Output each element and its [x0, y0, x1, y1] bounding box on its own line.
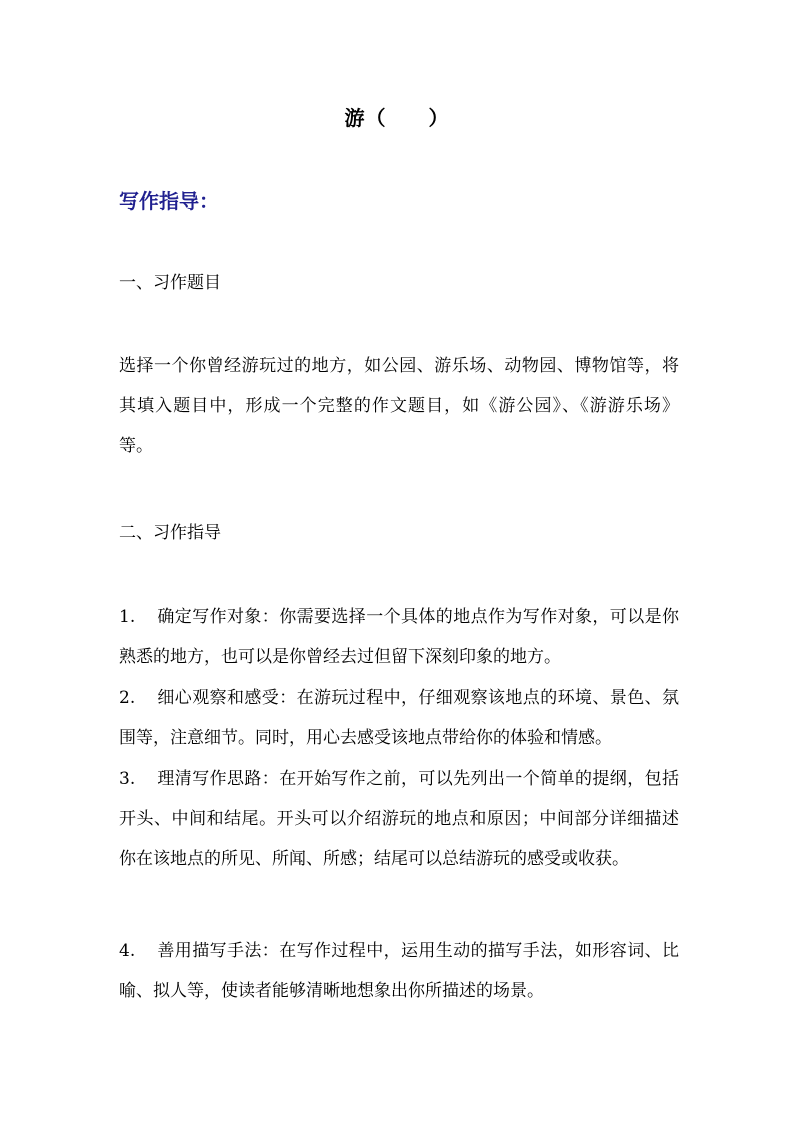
guide-item-lead: 善用描写手法： [157, 941, 280, 961]
guide-item-text: 在开始写作之前，可以先列出一个简单的提纲，包括开头、中间和结尾。开头可以介绍游玩的地点和原因；中间部分详细描述你在该地点的所见、所闻、所感；结尾可以总结游玩的感受或收获。 [119, 769, 680, 869]
guide-item-3 [119, 759, 679, 879]
writing-guide-heading: 写作指导： [119, 189, 219, 213]
guide-item-number: 1. [119, 607, 136, 627]
guide-item-text: 你需要选择一个具体的地点作为写作对象，可以是你熟悉的地方，也可以是你曾经去过但留下深刻印象的地方。 [119, 607, 680, 667]
guide-item-text: 在游玩过程中，仔细观察该地点的环境、景色、氛围等，注意细节。同时，用心去感受该地点带给你的体验和情感。 [119, 688, 680, 748]
guide-item-1 [119, 597, 679, 677]
guide-item-lead: 细心观察和感受： [157, 688, 297, 708]
guide-item-lead: 确定写作对象： [157, 607, 280, 627]
section-guide-heading: 二、习作指导 [119, 523, 221, 543]
guide-item-number: 3. [119, 769, 136, 789]
guide-item-2 [119, 678, 679, 758]
section-topic-text: 选择一个你曾经游玩过的地方，如公园、游乐场、动物园、博物馆等，将其填入题目中，形成一个完整的作文题目，如《游公园》、《游游乐场》等。 [119, 356, 679, 456]
guide-item-text: 在写作过程中，运用生动的描写手法，如形容词、比喻、拟人等，使读者能够清晰地想象出你所描述的场景。 [119, 941, 680, 1001]
document-title: 游（ ） [344, 106, 450, 130]
guide-item-4 [119, 931, 679, 1011]
section-topic-heading: 一、习作题目 [119, 273, 221, 293]
guide-item-lead: 理清写作思路： [157, 769, 280, 789]
guide-item-number: 4. [119, 941, 136, 961]
guide-item-number: 2. [119, 688, 136, 708]
